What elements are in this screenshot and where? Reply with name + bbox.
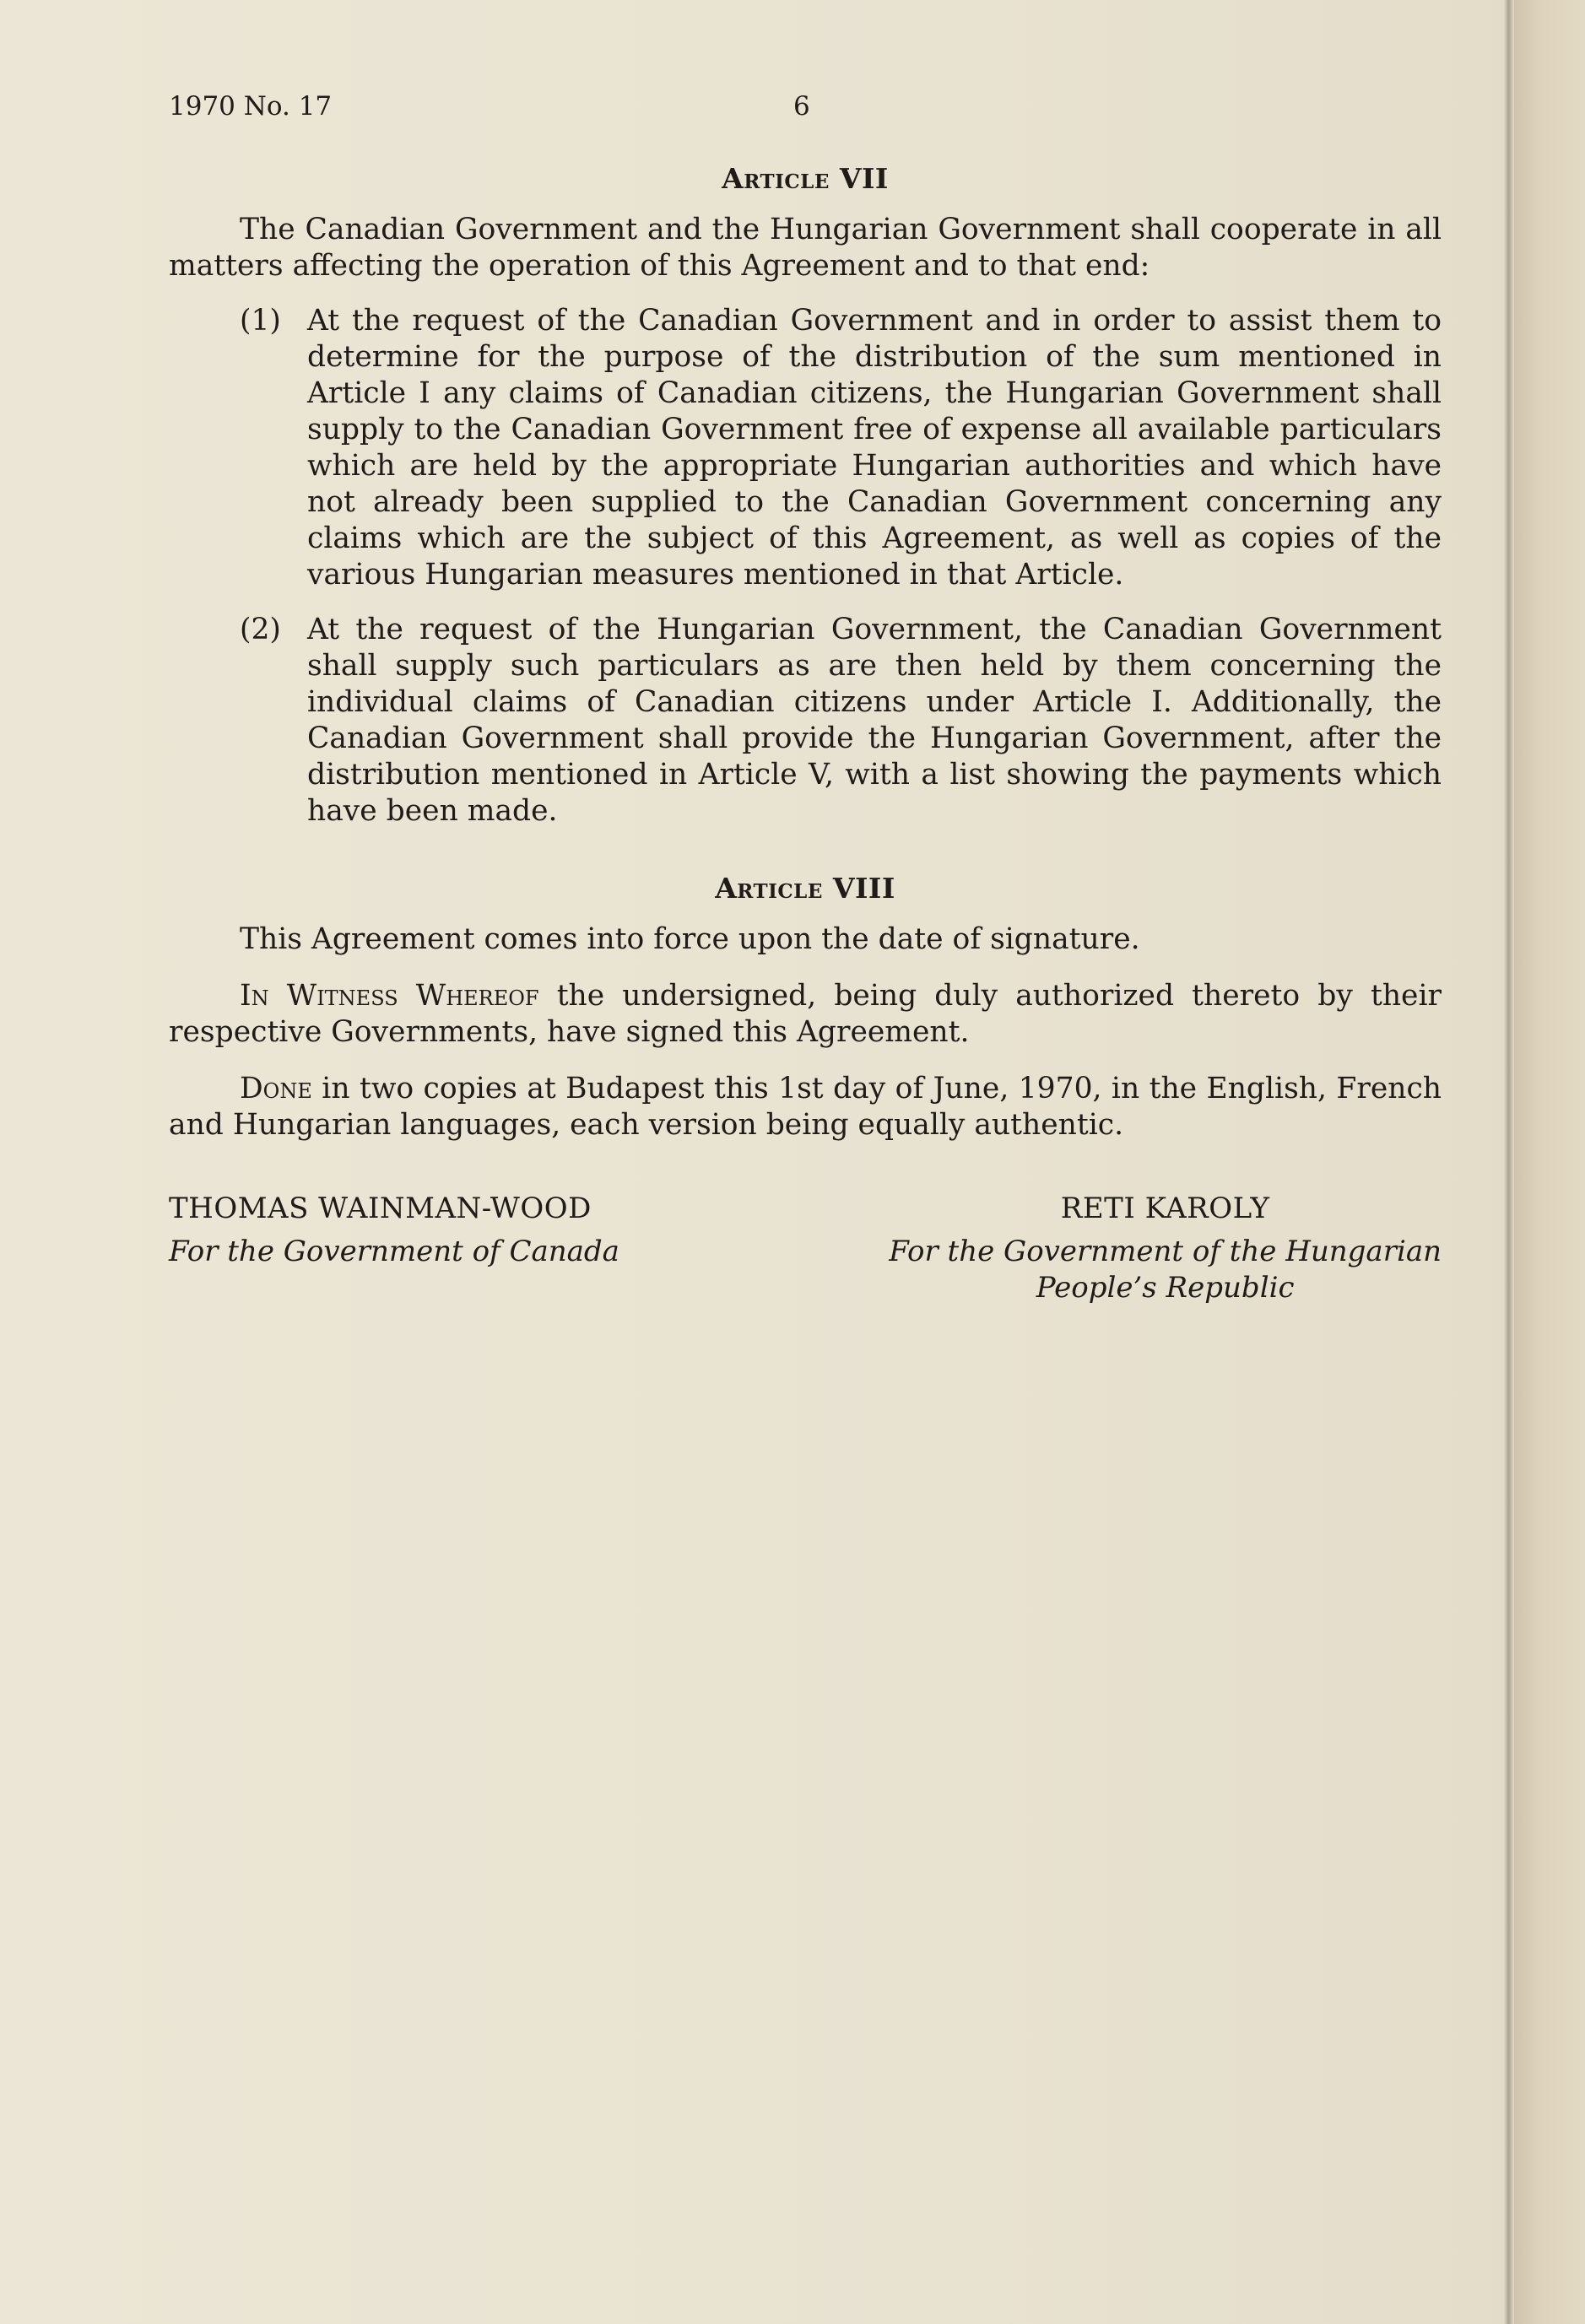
witness-text: the undersigned, being duly authorized thereto by their respective Governments, have signed this Agreement. <box>169 979 1442 1049</box>
article-vii-intro: The Canadian Government and the Hungarian Government shall cooperate in all matters affecting the operation of this Agreement and to that end: <box>169 213 1442 283</box>
article-viii-heading: Article VIII <box>715 872 895 905</box>
signatory-role-continued: People’s Republic <box>1036 1271 1295 1305</box>
page-gutter <box>1504 0 1514 2324</box>
clause-2 <box>240 612 1442 830</box>
signatory-canada <box>169 1191 619 1306</box>
page-header <box>169 91 1442 125</box>
witness-paragraph <box>169 978 1442 1051</box>
page-number: 6 <box>793 91 810 122</box>
article-vii-heading: Article VII <box>722 162 889 195</box>
signatory-name: RETI KAROLY <box>1060 1192 1270 1225</box>
facing-page-edge <box>1514 0 1585 2324</box>
signatory-role: For the Government of the Hungarian <box>889 1235 1442 1268</box>
clause-1 <box>240 303 1442 593</box>
signatory-role: For the Government of Canada <box>169 1235 619 1268</box>
body-text <box>169 160 1442 1306</box>
done-text: in two copies at Budapest this 1st day of June, 1970, in the English, French and Hungarian languages, each version being equally authentic. <box>169 1072 1442 1142</box>
witness-lead: In Witness Whereof <box>240 979 539 1013</box>
document-id: 1970 No. 17 <box>169 91 333 122</box>
done-lead: Done <box>240 1072 312 1105</box>
clause-text: At the request of the Hungarian Government, the Canadian Government shall supply such particulars as are then held by them concerning the individual claims of Canadian citizens under Article I. Additionally, the Canadian Government shall provide the Hungarian Government, after the distribution mentioned in Article V, with a list showing the payments which have been made. <box>307 613 1442 828</box>
signatory-hungary <box>889 1191 1442 1306</box>
clause-number: (2) <box>240 613 281 646</box>
clause-text: At the request of the Canadian Government and in order to assist them to determine for the purpose of the distribution of the sum mentioned in Article I any claims of Canadian citizens, the Hungarian Government shall supply to the Canadian Government free of expense all available particulars which are held by the appropriate Hungarian authorities and which have not already been supplied to the Canadian Government concerning any claims which are the subject of this Agreement, as well as copies of the various Hungarian measures mentioned in that Article. <box>307 304 1442 592</box>
article-viii-text: This Agreement comes into force upon the date of signature. <box>240 922 1140 956</box>
signature-block <box>169 1191 1442 1306</box>
clause-number: (1) <box>240 304 281 338</box>
signatory-name: THOMAS WAINMAN-WOOD <box>169 1192 592 1225</box>
done-paragraph <box>169 1071 1442 1143</box>
